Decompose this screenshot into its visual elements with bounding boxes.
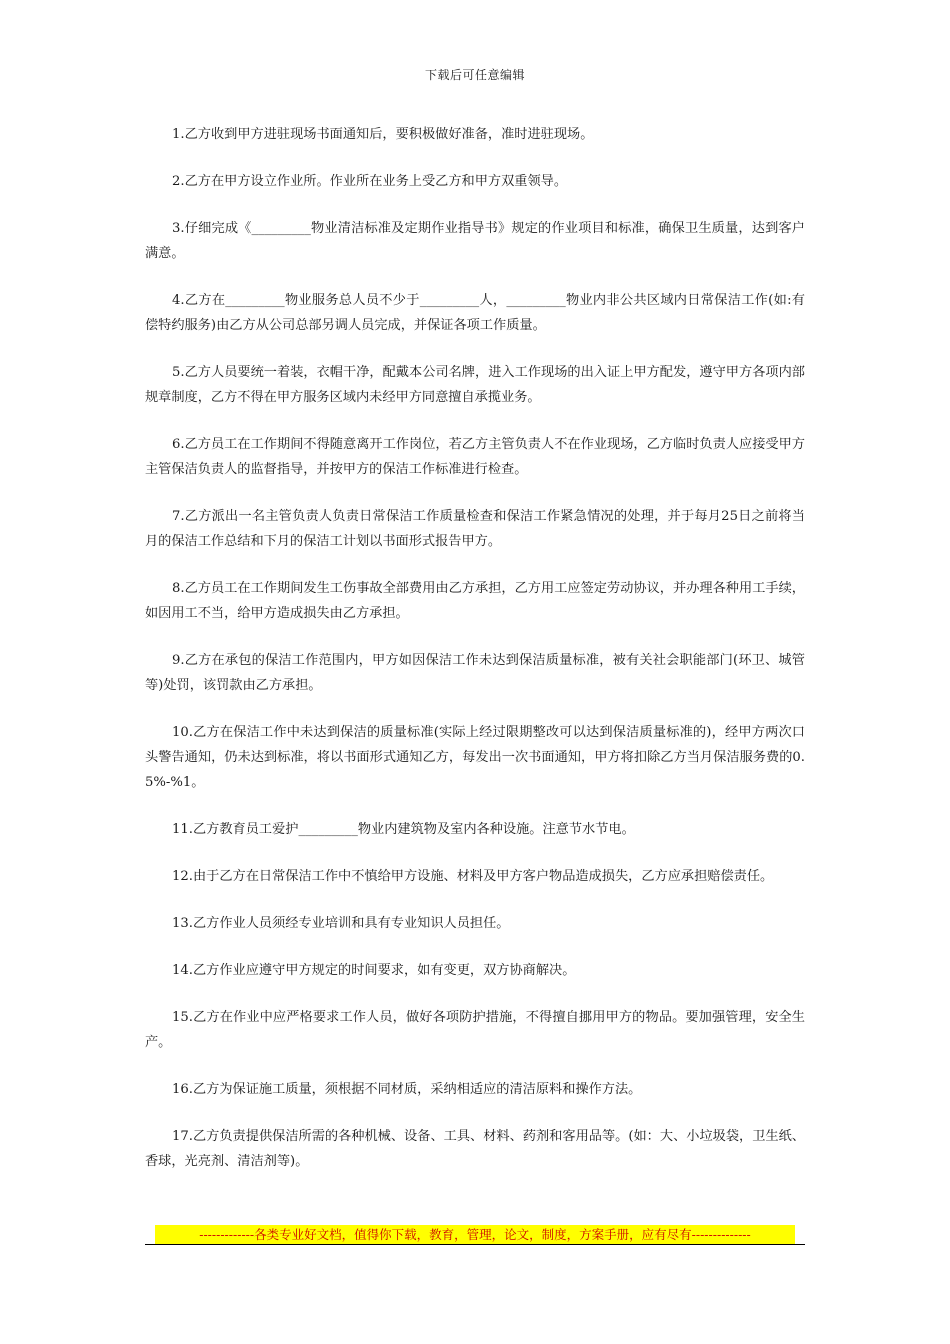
- clause-17: 17.乙方负责提供保洁所需的各种机械、设备、工具、材料、药剂和客用品等。(如：大、小垃圾袋，卫生纸、香球，光亮剂、清洁剂等)。: [145, 1129, 805, 1169]
- clause-6: 6.乙方员工在工作期间不得随意离开工作岗位，若乙方主管负责人不在作业现场，乙方临时负责人应接受甲方主管保洁负责人的监督指导，并按甲方的保洁工作标准进行检查。: [145, 437, 805, 477]
- clause-13: 13.乙方作业人员须经专业培训和具有专业知识人员担任。: [172, 916, 510, 931]
- clause-2: 2.乙方在甲方设立作业所。作业所在业务上受乙方和甲方双重领导。: [172, 174, 568, 189]
- clause-15: 15.乙方在作业中应严格要求工作人员，做好各项防护措施，不得擅自挪用甲方的物品。要加强管理，安全生产。: [145, 1010, 805, 1050]
- clause-11: 11.乙方教育员工爱护_________物业内建筑物及室内各种设施。注意节水节电。: [172, 822, 635, 837]
- clause-3: 3.仔细完成《_________物业清洁标准及定期作业指导书》规定的作业项目和标准，确保卫生质量，达到客户满意。: [145, 221, 805, 261]
- clause-1: 1.乙方收到甲方进驻现场书面通知后，要积极做好准备，准时进驻现场。: [172, 127, 594, 142]
- document-body: [145, 122, 805, 1196]
- clause-4: 4.乙方在_________物业服务总人员不少于_________人，_________物业内非公共区域内日常保洁工作(如:有偿特约服务)由乙方从公司总部另调人员完成，并保证各项工作质量。: [145, 293, 805, 333]
- clause-12: 12.由于乙方在日常保洁工作中不慎给甲方设施、材料及甲方客户物品造成损失，乙方应承担赔偿责任。: [172, 869, 774, 884]
- clause-16: 16.乙方为保证施工质量，须根据不同材质，采纳相适应的清洁原料和操作方法。: [172, 1082, 642, 1097]
- clause-10: 10.乙方在保洁工作中未达到保洁的质量标准(实际上经过限期整改可以达到保洁质量标准的)，经甲方两次口头警告通知，仍未达到标准，将以书面形式通知乙方，每发出一次书面通知，甲方将扣除乙方当月保洁服务费的0.5%-%1。: [145, 725, 805, 790]
- footer-divider: [145, 1244, 805, 1245]
- page-header-note: 下载后可任意编辑: [424, 68, 525, 82]
- clause-14: 14.乙方作业应遵守甲方规定的时间要求，如有变更，双方协商解决。: [172, 963, 576, 978]
- footer-banner: -------------各类专业好文档，值得你下载，教育，管理，论文，制度，方案手册，应有尽有--------------: [155, 1225, 795, 1245]
- clause-7: 7.乙方派出一名主管负责人负责日常保洁工作质量检查和保洁工作紧急情况的处理，并于每月25日之前将当月的保洁工作总结和下月的保洁工计划以书面形式报告甲方。: [145, 509, 805, 549]
- clause-5: 5.乙方人员要统一着装，衣帽干净，配戴本公司名牌，进入工作现场的出入证上甲方配发，遵守甲方各项内部规章制度，乙方不得在甲方服务区域内未经甲方同意擅自承揽业务。: [145, 365, 805, 405]
- clause-8: 8.乙方员工在工作期间发生工伤事故全部费用由乙方承担，乙方用工应签定劳动协议，并办理各种用工手续，如因用工不当，给甲方造成损失由乙方承担。: [145, 581, 805, 621]
- clause-9: 9.乙方在承包的保洁工作范围内，甲方如因保洁工作未达到保洁质量标准，被有关社会职能部门(环卫、城管等)处罚，该罚款由乙方承担。: [145, 653, 805, 693]
